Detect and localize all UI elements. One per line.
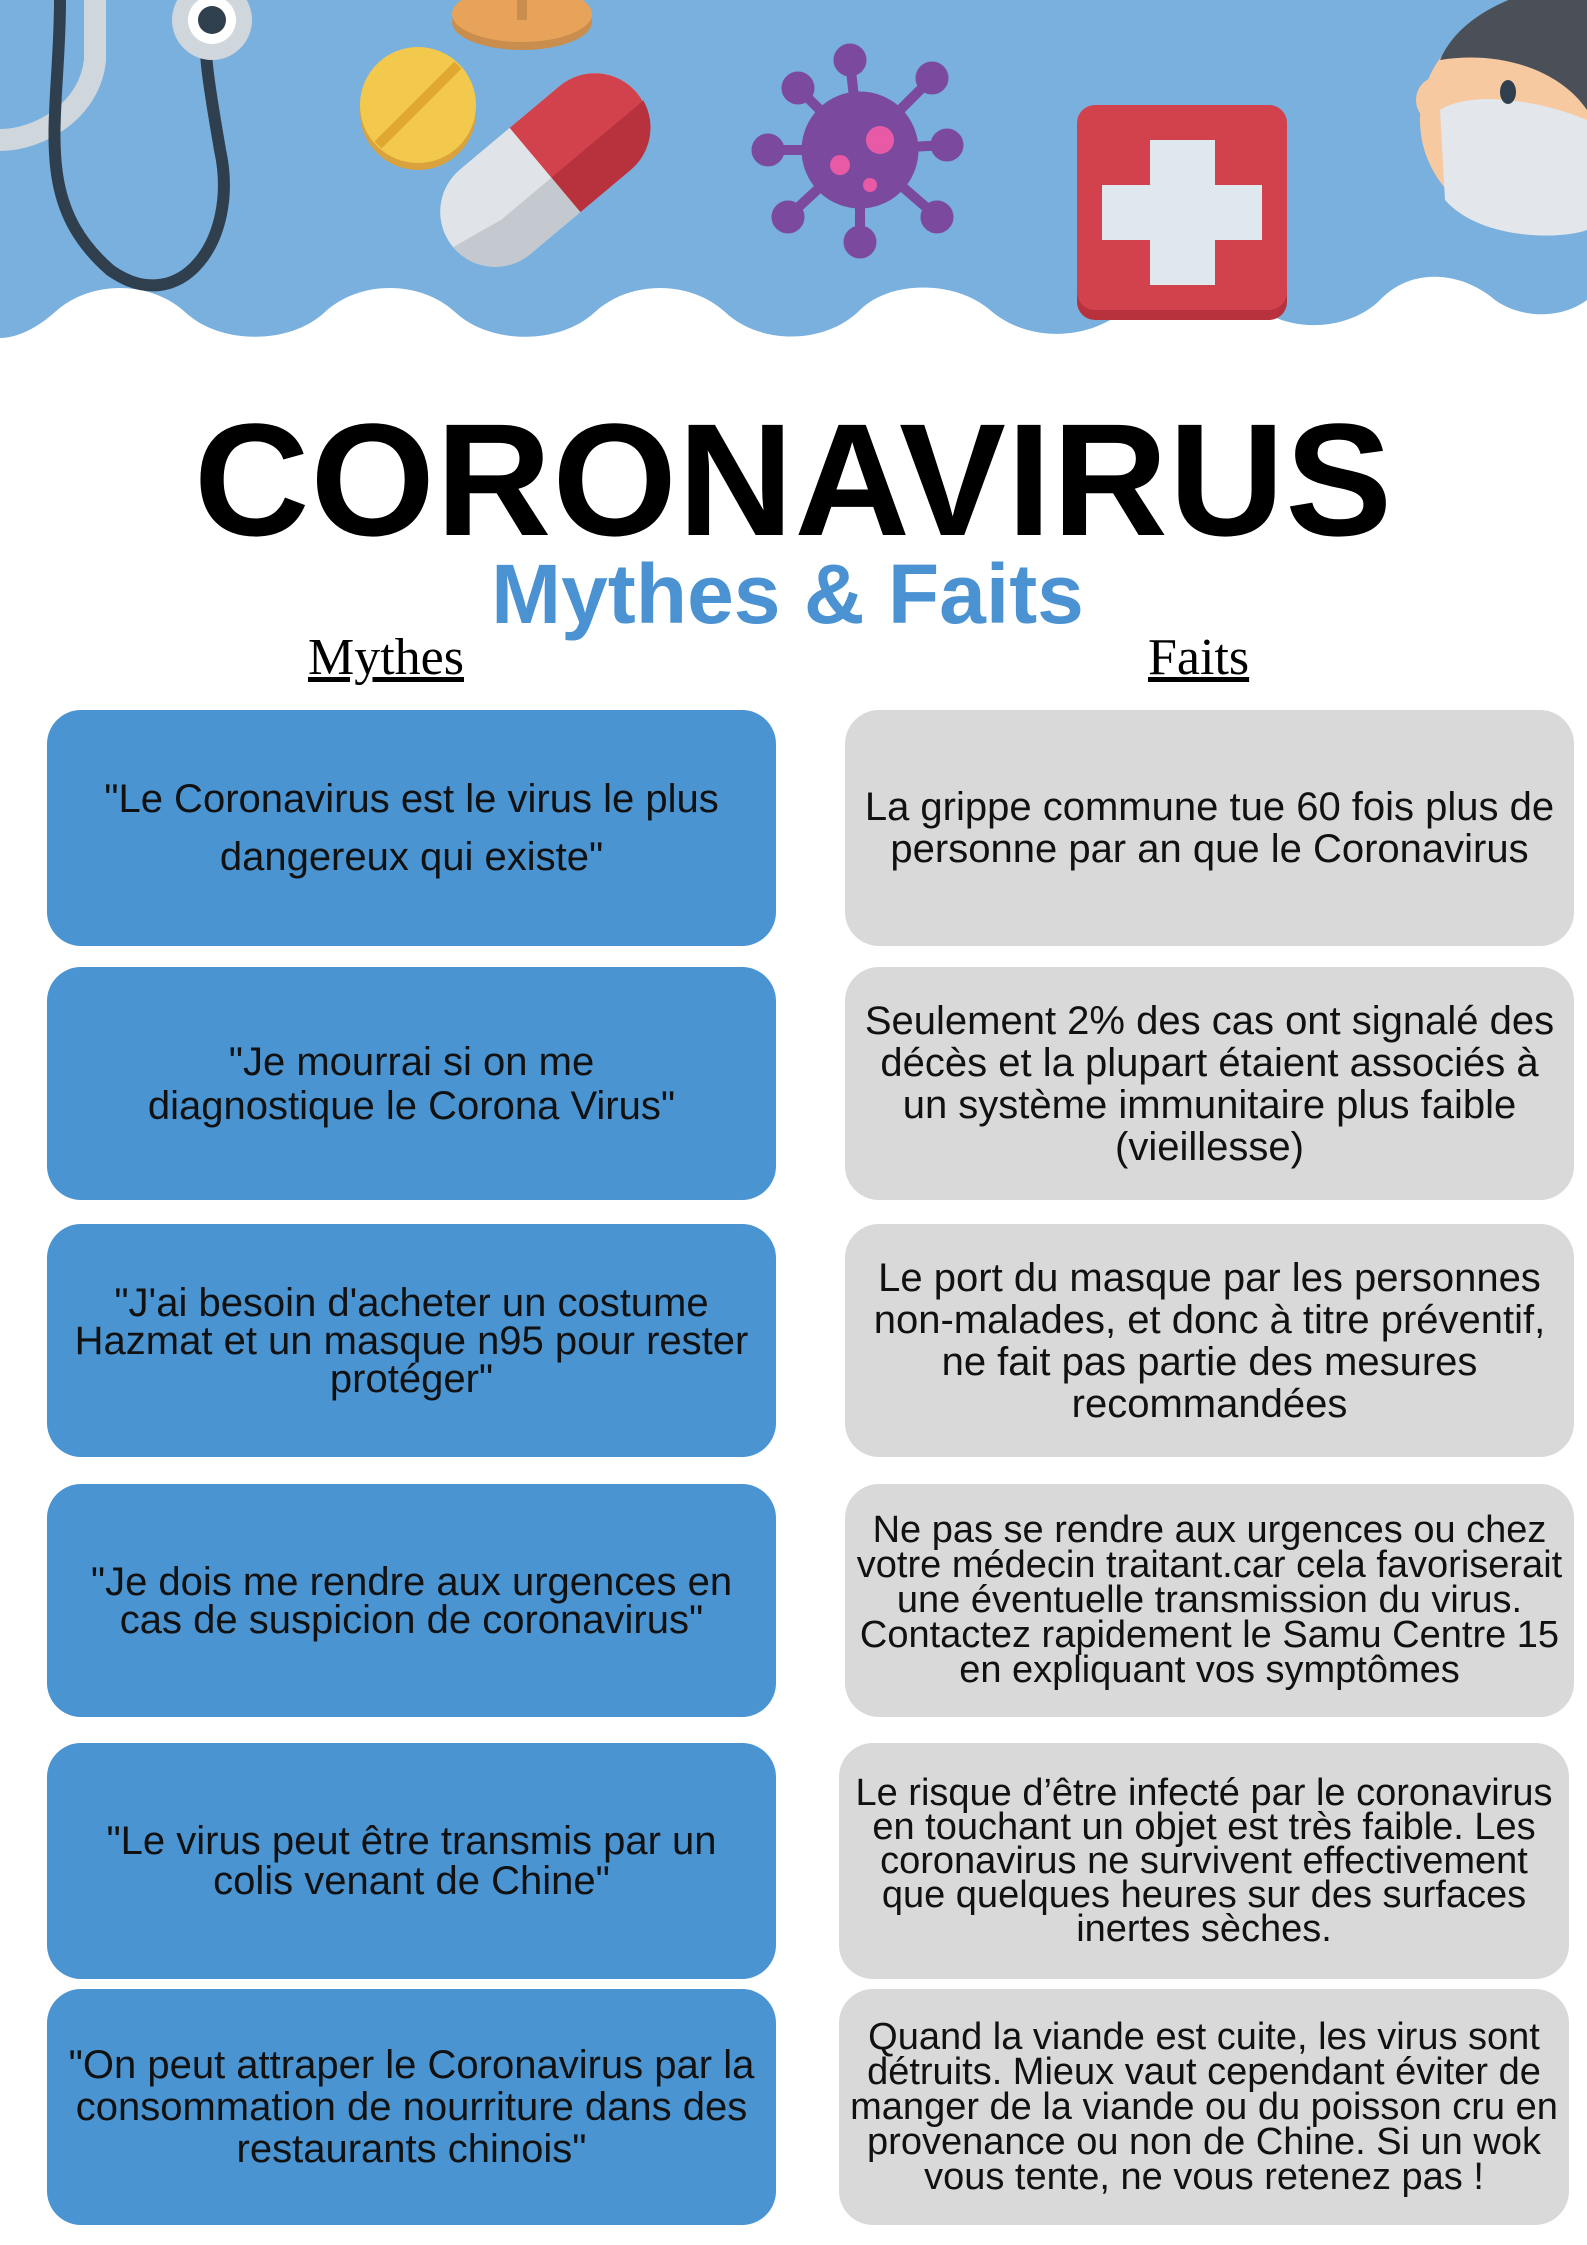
page-title: CORONAVIRUS [193, 390, 1394, 569]
fact-text: Seulement 2% des cas ont signalé des décès et la plupart étaient associés à un système immunitaire plus faible (vieillesse) [864, 998, 1555, 1169]
myth-card [47, 1989, 776, 2225]
fact-card [839, 1743, 1569, 1979]
fact-card [839, 1989, 1569, 2225]
myth-text: "Je mourrai si on me diagnostique le Corona Virus" [147, 1039, 676, 1128]
fact-text: Quand la viande est cuite, les virus sont détruits. Mieux vaut cependant éviter de manger de la viande ou du poisson cru en provenance ou non de Chine. Si un wok vous tente, ne vous retenez pas ! [850, 2015, 1558, 2198]
myth-card [47, 1484, 776, 1717]
myth-card [47, 710, 776, 946]
fact-card [845, 967, 1574, 1200]
myths-column-header: Mythes [308, 629, 464, 686]
myth-card [47, 1224, 776, 1457]
myth-text: "On peut attraper le Coronavirus par la consommation de nourriture dans des restaurants chinois" [68, 2043, 755, 2171]
cloud-background [0, 0, 1587, 338]
myth-text: "Je dois me rendre aux urgences en cas de suspicion de coronavirus" [90, 1559, 733, 1642]
page-subtitle: Mythes & Faits [491, 547, 1084, 641]
fact-text: La grippe commune tue 60 fois plus de personne par an que le Coronavirus [864, 785, 1555, 871]
fact-text: Le risque d’être infecté par le coronavirus en touchant un objet est très faible. Les coronavirus ne survivent effectivement que quelques heures sur des surfaces inertes sèches. [855, 1772, 1553, 1950]
myth-text: "J'ai besoin d'acheter un costume Hazmat et un masque n95 pour rester protéger" [74, 1280, 749, 1401]
myth-text: "Le Coronavirus est le virus le plus dangereux qui existe" [104, 777, 719, 879]
fact-card [845, 1484, 1574, 1717]
pill-icon [360, 47, 476, 170]
fact-text: Ne pas se rendre aux urgences ou chez votre médecin traitant.car cela favoriserait une éventuelle transmission du virus. Contactez rapidement le Samu Centre 15 en expliquant vos symptômes [856, 1509, 1563, 1691]
fact-card [845, 1224, 1574, 1457]
myth-text: "Le virus peut être transmis par un colis venant de Chine" [106, 1819, 717, 1903]
myth-card [47, 967, 776, 1200]
fact-text: Le port du masque par les personnes non-malades, et donc à titre préventif, ne fait pas partie des mesures recommandées [873, 1255, 1546, 1426]
myth-card [47, 1743, 776, 1979]
medical-cross-icon [1077, 105, 1287, 320]
facts-column-header: Faits [1148, 629, 1250, 686]
header-banner [0, 0, 1587, 360]
fact-card [845, 710, 1574, 946]
